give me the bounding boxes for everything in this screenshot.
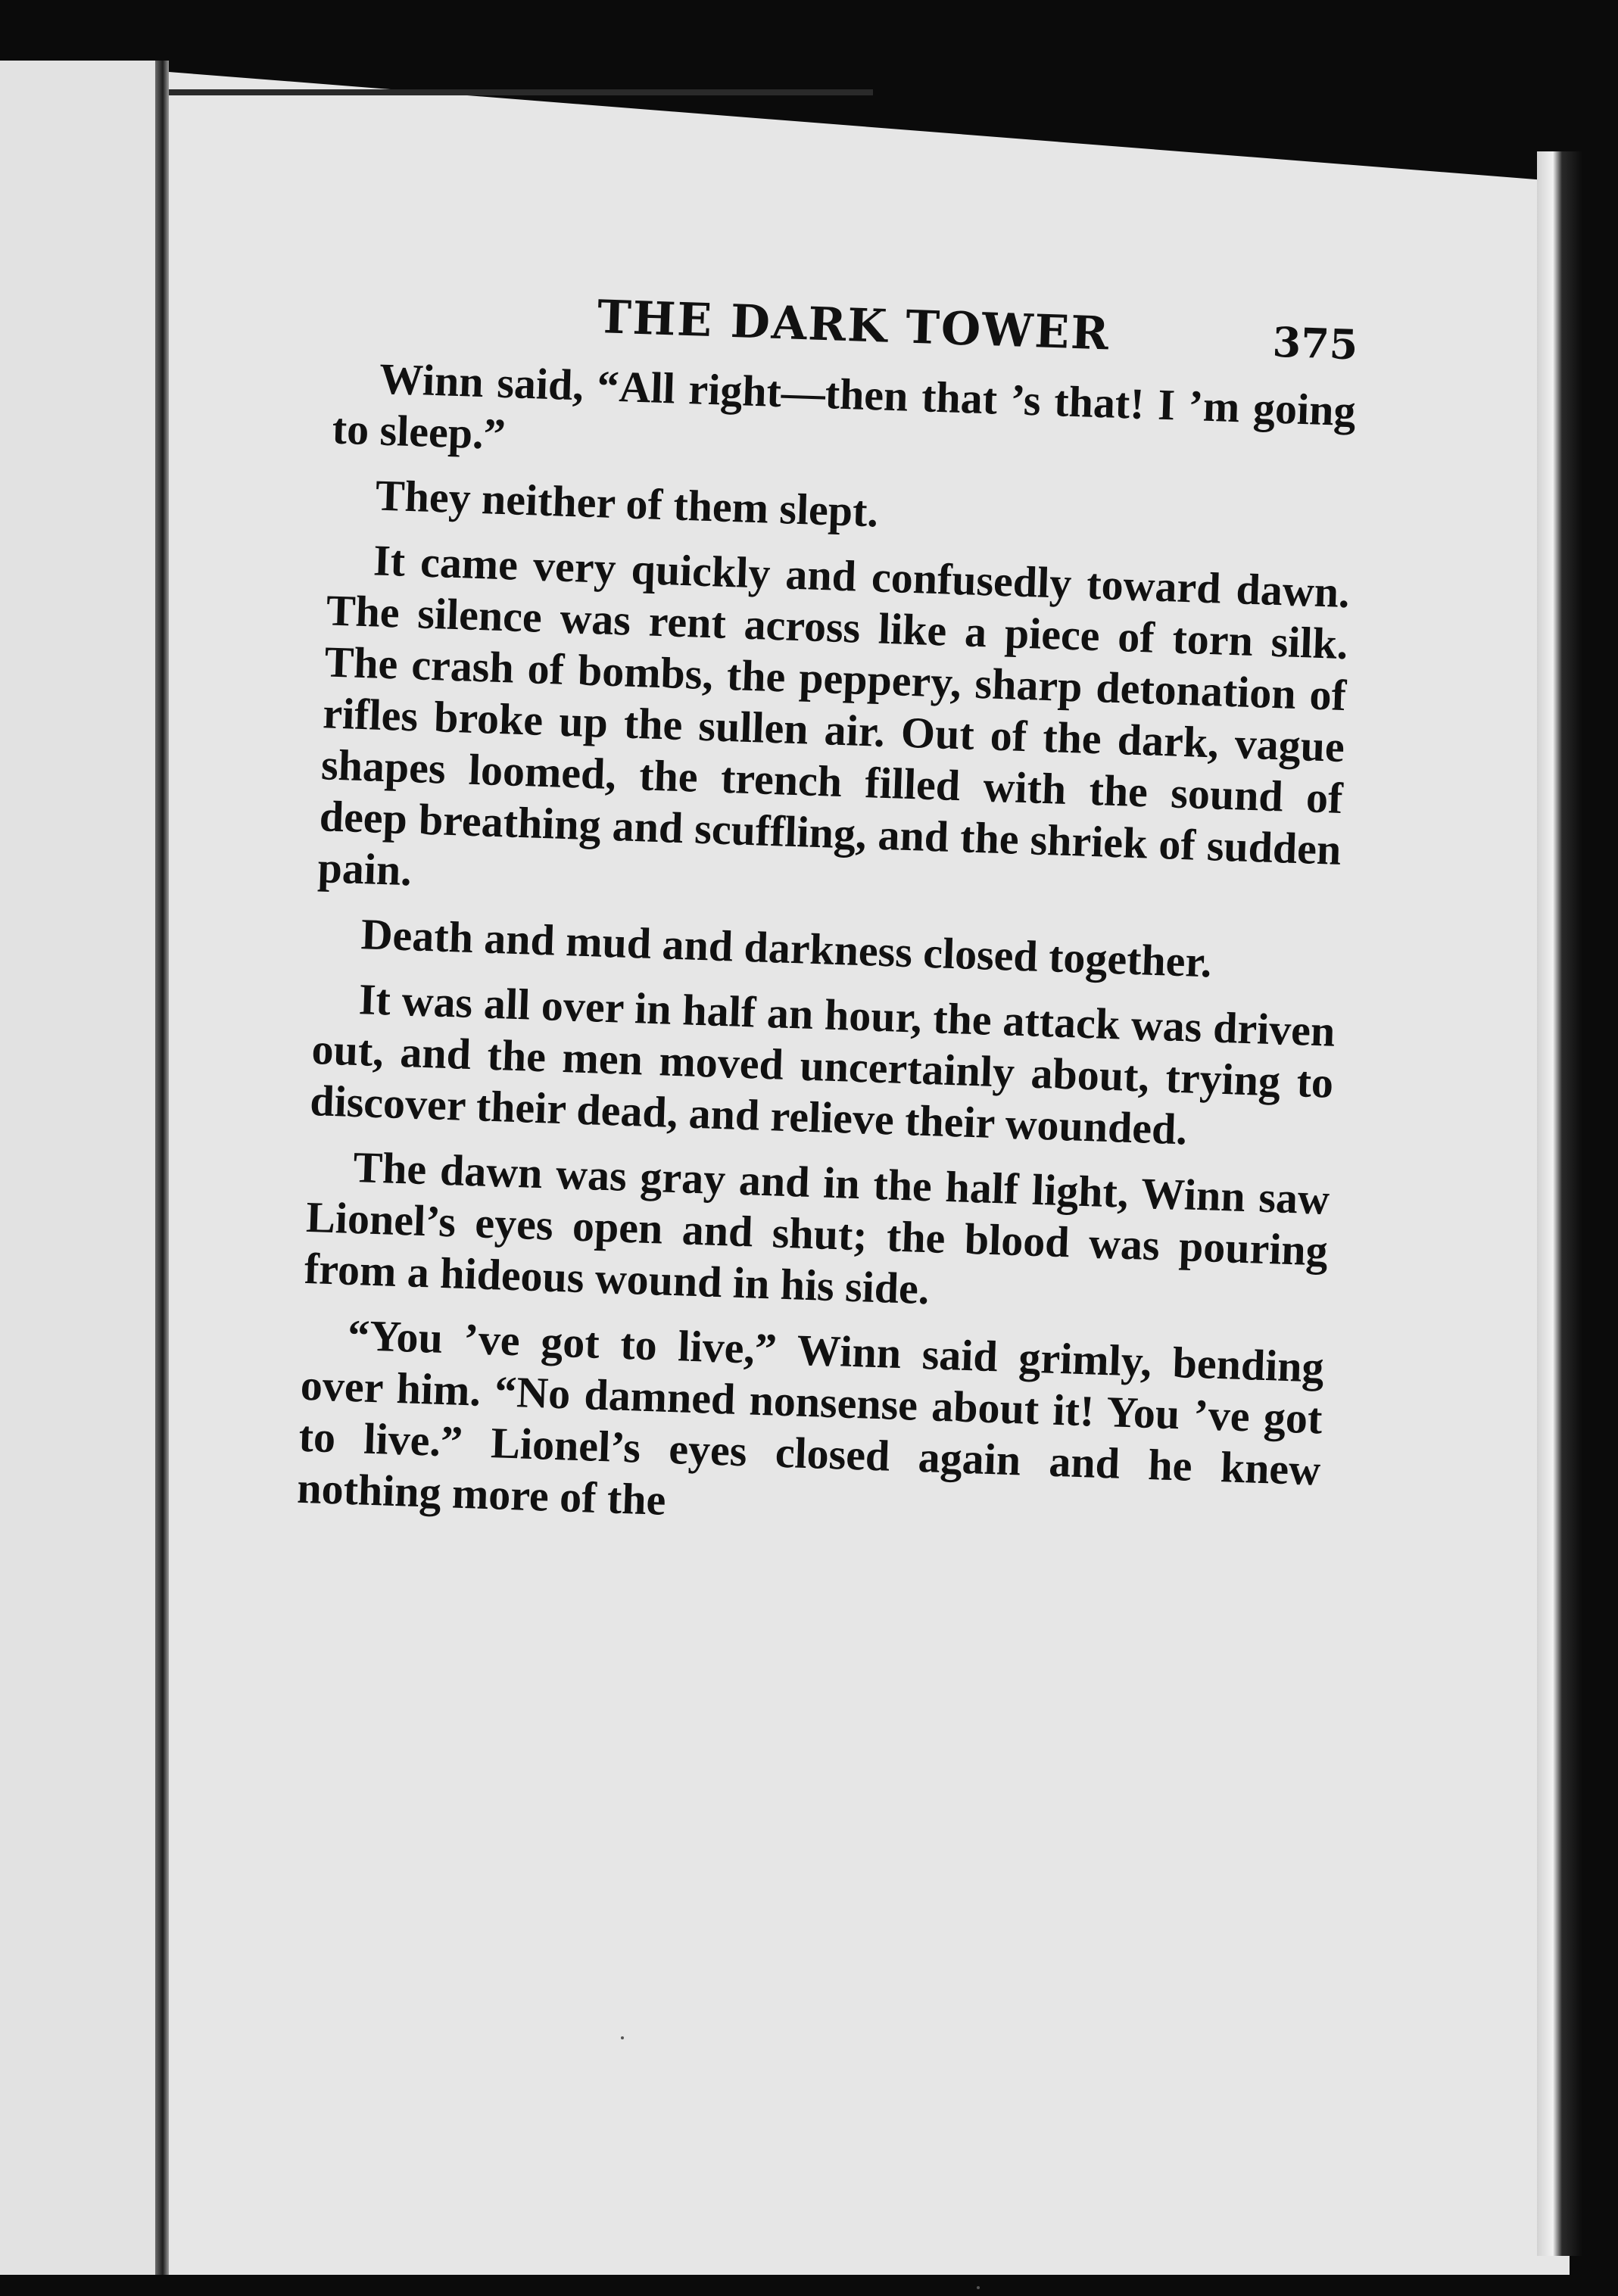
page-edge: [1537, 151, 1582, 2256]
paragraph: They neither of them slept.: [374, 470, 880, 537]
scan-speck: [621, 2036, 624, 2039]
paragraph: Death and mud and darkness closed together.: [360, 909, 1213, 987]
page-number: 375: [1271, 317, 1359, 369]
book-gutter: [155, 61, 169, 2275]
paragraph: Winn said, “All right—then that ’s that! I ’m going to sleep.”: [331, 354, 1357, 460]
facing-page: [0, 61, 155, 2275]
page-top-shadow: [169, 89, 873, 95]
scan-speck: [977, 2286, 980, 2289]
paragraph: It came very quickly and confusedly toward dawn. The silence was rent across like a piece of torn silk. The crash of bombs, the peppery, sharp detonation of rifles broke up the sullen air. Out of the dark, vague shapes loomed, the trench filled with the sound of deep breathing and scuffling, and the shriek of sudden pain.: [316, 535, 1351, 896]
running-head-title: THE DARK TOWER: [596, 291, 1111, 361]
page-text-block: [296, 282, 1359, 1562]
paragraph: It was all over in half an hour, the attack was driven out, and the men moved uncertainly about, trying to discover their dead, and relieve their wounded.: [309, 974, 1336, 1154]
paragraph: The dawn was gray and in the half light, Winn saw Lionel’s eyes open and shut; the blood was pouring from a hideous wound in his side.: [304, 1142, 1330, 1314]
paragraph: “You ’ve got to live,” Winn said grimly, bending over him. “No damned nonsense about it! You ’ve got to live.” Lionel’s eyes closed again and he knew nothing more of the: [296, 1310, 1325, 1525]
